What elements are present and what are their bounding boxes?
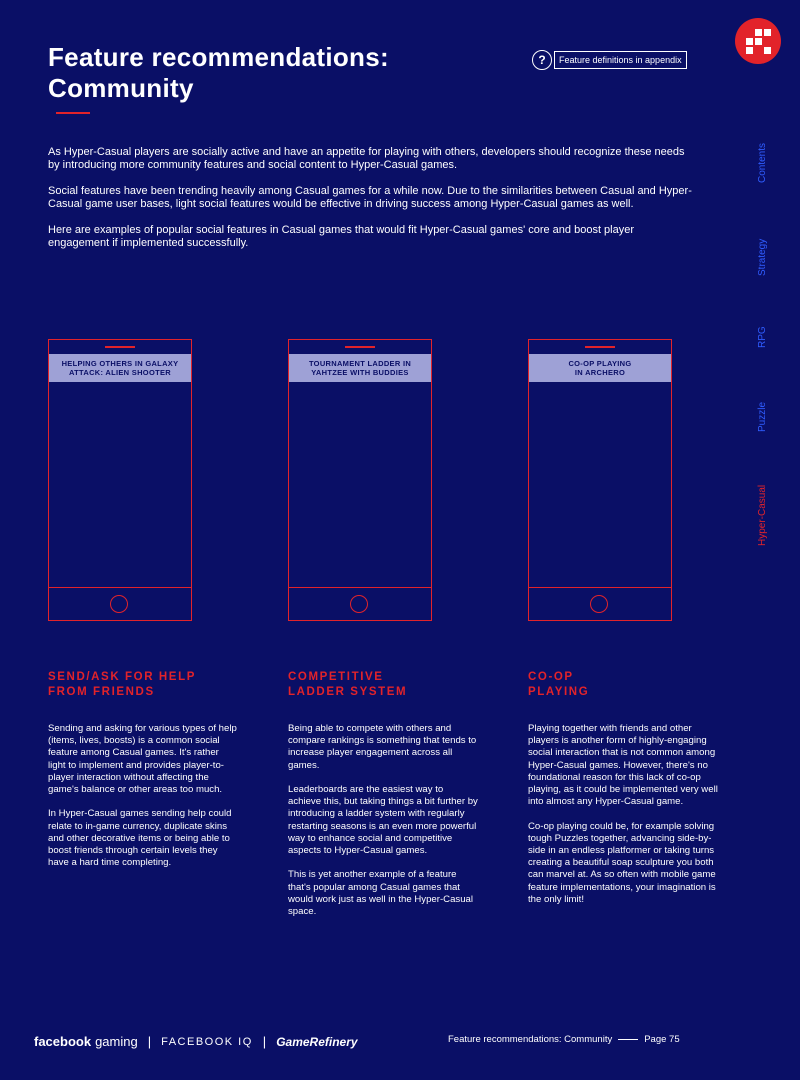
home-button-icon — [110, 595, 128, 613]
appendix-link[interactable] — [532, 49, 687, 71]
page-number: Page 75 — [644, 1034, 680, 1045]
section-title-line: COMPETITIVE — [288, 671, 384, 683]
intro-paragraph: Here are examples of popular social features in Casual games that would fit Hyper-Casual games' core and boost player engagement if implemented successfully. — [48, 224, 635, 249]
section-ladder — [288, 670, 488, 930]
phone-mockup — [528, 339, 672, 621]
phone-divider — [529, 587, 671, 588]
section-title — [48, 670, 248, 700]
nav-rpg[interactable]: RPG — [757, 326, 768, 348]
section-title-line: FROM FRIENDS — [48, 686, 155, 698]
appendix-label: Feature definitions in appendix — [554, 51, 687, 69]
nav-contents[interactable]: Contents — [757, 142, 768, 183]
phone-speaker — [105, 346, 135, 348]
section-paragraph: Co-op playing could be, for example solving tough Puzzles together, advancing side-by-side in an endless platformer or taking turns creating a beautiful soap sculpture you both can marvel at. As so often with mobile game feature implementations, your imagination is the only limit! — [528, 820, 716, 905]
intro-text — [48, 146, 698, 263]
section-body — [48, 723, 238, 869]
section-body — [528, 723, 718, 906]
page-title — [48, 42, 468, 104]
phone-banner: TOURNAMENT LADDER IN YAHTZEE WITH BUDDIES — [289, 354, 431, 382]
facebook-iq-logo: FACEBOOK IQ — [161, 1035, 253, 1048]
gamerefinery-wordmark: GameRefinery — [276, 1034, 358, 1049]
phone-divider — [289, 587, 431, 588]
section-body — [288, 723, 478, 918]
phone-banner: CO-OP PLAYING IN ARCHERO — [529, 354, 671, 382]
section-coop — [528, 670, 728, 918]
intro-paragraph: Social features have been trending heavily among Casual games for a while now. Due to the similarities between Casual and Hyper-Casual game user bases, light social features would be effective in driving success among Hyper-Casual games as well. — [48, 185, 692, 210]
footer-dash — [618, 1039, 638, 1040]
logo-grid-icon — [746, 29, 771, 54]
footer-separator: | — [147, 1034, 152, 1049]
nav-strategy[interactable]: Strategy — [757, 238, 768, 276]
home-button-icon — [590, 595, 608, 613]
footer-page-label: Feature recommendations: Community — [448, 1034, 613, 1045]
footer-separator: | — [262, 1034, 267, 1049]
facebook-gaming-logo-suffix: gaming — [95, 1034, 138, 1049]
phone-divider — [49, 587, 191, 588]
phone-banner: HELPING OTHERS IN GALAXY ATTACK: ALIEN SHOOTER — [49, 354, 191, 382]
section-paragraph: Sending and asking for various types of help (items, lives, boosts) is a common social feature among Casual games. It's rather light to implement and provides player-to-player interaction without affecting the game's balance or other areas too much. — [48, 723, 237, 796]
title-underline — [56, 112, 90, 114]
section-title — [288, 670, 488, 700]
page-title-line2: Community — [48, 73, 194, 103]
phone-mockup — [48, 339, 192, 621]
facebook-gaming-logo: facebook — [34, 1034, 92, 1049]
section-paragraph: This is yet another example of a feature that's popular among Casual games that would work just as well in the Hyper-Casual space. — [288, 869, 474, 918]
nav-hyper-casual[interactable]: Hyper-Casual — [757, 484, 768, 546]
section-title-line: LADDER SYSTEM — [288, 686, 408, 698]
page-footer — [448, 1034, 680, 1045]
section-send-help — [48, 670, 248, 882]
section-paragraph: Playing together with friends and other players is another form of highly-engaging social interaction that is not common among Hyper-Casual games. However, there's no foundational reason for this lack of co-op playing, as it could be implemented very well into almost any Hyper-Casual game. — [528, 723, 718, 808]
phone-mockup — [288, 339, 432, 621]
section-paragraph: Being able to compete with others and compare rankings is something that tends to increase player engagement across all games. — [288, 723, 477, 771]
phone-speaker — [585, 346, 615, 348]
section-paragraph: In Hyper-Casual games sending help could relate to in-game currency, duplicate skins and other decorative items or being able to boost friends through certain levels they have a hard time completing. — [48, 808, 232, 869]
nav-puzzle[interactable]: Puzzle — [757, 401, 768, 432]
section-title-line: SEND/ASK FOR HELP — [48, 671, 196, 683]
gamerefinery-logo — [735, 18, 781, 64]
section-paragraph: Leaderboards are the easiest way to achieve this, but taking things a bit further by introducing a ladder system with regularly restarting seasons is an even more powerful way to enhance social and competitive aspects to Hyper-Casual games. — [288, 784, 478, 857]
page-title-line1: Feature recommendations: — [48, 42, 389, 72]
home-button-icon — [350, 595, 368, 613]
phone-speaker — [345, 346, 375, 348]
intro-paragraph: As Hyper-Casual players are socially active and have an appetite for playing with others, developers should recognize these needs by introducing more community features and social content to Hyper-Casual games. — [48, 146, 685, 171]
question-icon: ? — [532, 50, 552, 70]
section-title — [528, 670, 728, 700]
section-title-line: CO-OP — [528, 671, 574, 683]
section-title-line: PLAYING — [528, 686, 590, 698]
footer-brands — [34, 1034, 358, 1049]
